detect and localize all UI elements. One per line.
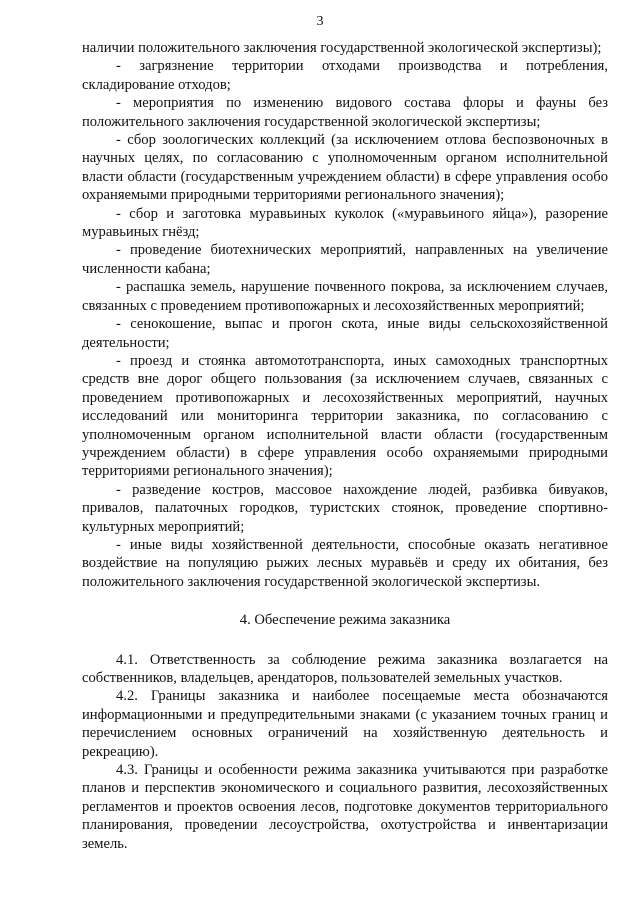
section-paragraph: 4.1. Ответственность за соблюдение режима заказника возлагается на собственников, владельцев, арендаторов, пользователей земельных участков. bbox=[82, 651, 608, 686]
section-paragraph: 4.3. Границы и особенности режима заказника учитываются при разработке планов и перспектив экономического и социального развития, лесохозяйственных регламентов и проектов освоения лесов, подготовке документов территориального планирования, проведении лесоустройства, охотустройства и инвентаризации земель. bbox=[82, 762, 608, 852]
list-item: - разведение костров, массовое нахождение людей, разбивка бивуаков, привалов, палаточных городков, туристских стоянок, проведение спортивно-культурных мероприятий; bbox=[82, 481, 608, 535]
list-item: - иные виды хозяйственной деятельности, способные оказать негативное воздействие на популяцию рыжих лесных муравьёв и среду их обитания, без положительного заключения государственной экологической экспертизы. bbox=[82, 536, 608, 590]
section-paragraph: 4.2. Границы заказника и наиболее посещаемые места обозначаются информационными и предупредительными знаками (с указанием точных границ и перечислением основных ограничений на хозяйственную деятельность и рекреацию). bbox=[82, 688, 608, 760]
page-number: 3 bbox=[316, 14, 324, 29]
list-item: - проезд и стоянка автомототранспорта, иных самоходных транспортных средств вне дорог общего пользования (за исключением случаев, связанных с проведением противопожарных и лесохозяйственных мероприятий, научных исследований или мониторинга территории заказника, по согласованию с уполномоченным органом исполнительной власти области (государственным учреждением области) в сфере управления особо охраняемыми природными территориями регионального значения); bbox=[82, 352, 608, 480]
list-item: - сбор и заготовка муравьиных куколок («муравьиного яйца»), разорение муравьиных гнёзд; bbox=[82, 205, 608, 241]
list-item: - проведение биотехнических мероприятий, направленных на увеличение численности кабана; bbox=[82, 242, 608, 277]
list-item: - мероприятия по изменению видового состава флоры и фауны без положительного заключения государственной экологической экспертизы; bbox=[82, 95, 608, 130]
section-title: 4. Обеспечение режима заказника bbox=[239, 612, 451, 629]
list-item-continuation: наличии положительного заключения государственной экологической экспертизы); bbox=[82, 40, 602, 56]
document-body bbox=[82, 39, 608, 853]
list-item: - сбор зоологических коллекций (за исключением отлова беспозвоночных в научных целях, по согласованию с уполномоченным органом исполнительной власти области (государственным учреждением области) в сфере управления особо охраняемыми природными территориями регионального значения); bbox=[82, 132, 608, 204]
list-item: - распашка земель, нарушение почвенного покрова, за исключением случаев, связанных с проведением противопожарных и лесохозяйственных мероприятий; bbox=[82, 279, 608, 314]
list-item: - загрязнение территории отходами производства и потребления, складирование отходов; bbox=[82, 58, 608, 93]
list-item: - сенокошение, выпас и прогон скота, иные виды сельскохозяйственной деятельности; bbox=[82, 316, 608, 351]
